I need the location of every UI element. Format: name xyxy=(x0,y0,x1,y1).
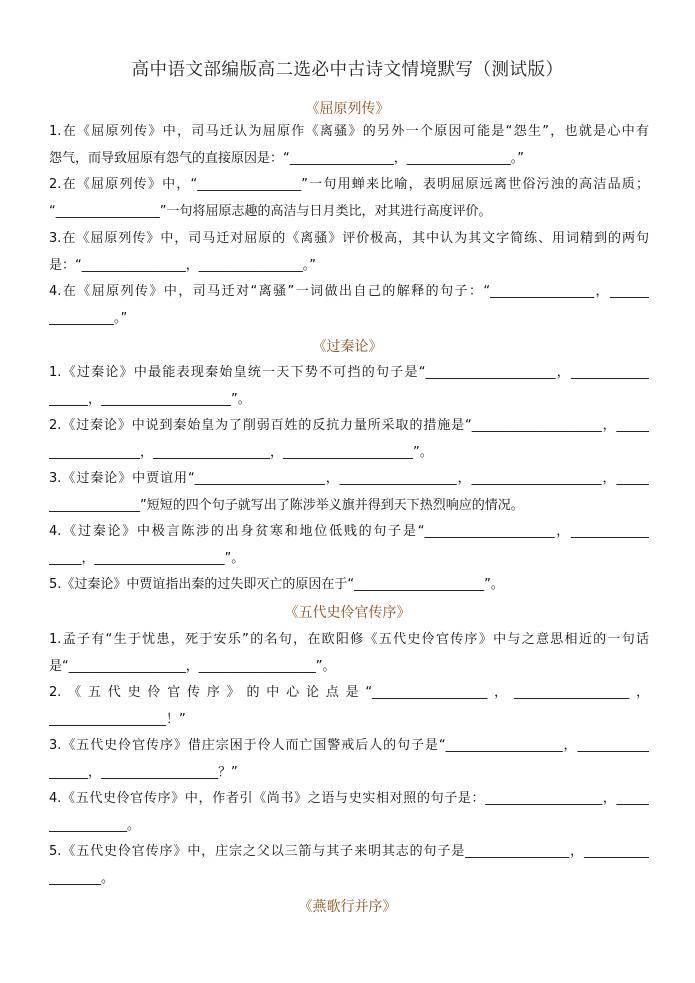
question-lingguan-2 xyxy=(49,680,649,733)
question-line: 4.《五代史伶官传序》中，作者引《尚书》之语与史实相对照的句子是：__________________，_____ xyxy=(49,791,649,806)
section-heading-lingguan: 《五代史伶官传序》 xyxy=(284,605,411,621)
section-heading-yangexing: 《燕歌行并序》 xyxy=(298,899,397,915)
section-heading-quyuan: 《屈原列传》 xyxy=(305,101,390,117)
question-line: 2.《五代史伶官传序》的中心论点是“__________________，__________________， xyxy=(49,685,649,700)
question-guoqinlun-1 xyxy=(49,360,649,413)
question-line: 是“__________________，__________________”。 xyxy=(49,658,336,674)
question-line: “________________”一句将屈原志趣的高洁与日月类比，对其进行高度评价。 xyxy=(49,203,492,219)
question-line: 3.《五代史伶官传序》借庄宗困于伶人而亡国警戒后人的句子是“__________________，___________ xyxy=(49,738,649,753)
section-heading-guoqinlun: 《过秦论》 xyxy=(312,339,383,355)
question-guoqinlun-2 xyxy=(49,413,649,466)
question-line: 3.《过秦论》中贾谊用“____________________，__________________，____________________，_____ xyxy=(49,471,649,486)
question-line: _____，____________________”。 xyxy=(49,550,245,566)
question-line: 怨气，而导致屈原有怨气的直接原因是：“________________，________________。” xyxy=(49,150,524,166)
page-title: 高中语文部编版高二选必中古诗文情境默写（测试版） xyxy=(131,60,564,80)
question-line: 2.《过秦论》中说到秦始皇为了削弱百姓的反抗力量所采取的措施是“____________________，_____ xyxy=(49,418,649,433)
question-quyuan-2 xyxy=(49,172,649,225)
question-line: 3.在《屈原列传》中，司马迁对屈原的《离骚》评价极高，其中认为其文字简练、用词精到的两句 xyxy=(49,231,649,246)
question-quyuan-1 xyxy=(49,119,649,172)
question-line: ______，____________________”。 xyxy=(49,391,251,407)
question-line: 4.在《屈原列传》中，司马迁对“离骚”一词做出自己的解释的句子：“________________，______ xyxy=(49,284,649,299)
question-quyuan-4 xyxy=(49,279,649,332)
question-lingguan-4 xyxy=(49,786,649,839)
question-line: __________________！” xyxy=(49,711,186,727)
question-lingguan-3 xyxy=(49,733,649,786)
question-line: ________。 xyxy=(49,870,115,886)
question-quyuan-3 xyxy=(49,226,649,279)
question-line: ______，__________________？” xyxy=(49,764,238,780)
question-line: 4.《过秦论》中极言陈涉的出身贫寒和地位低贱的句子是“____________________，____________ xyxy=(49,524,649,539)
question-guoqinlun-5 xyxy=(49,572,649,599)
question-line: ____________。 xyxy=(49,817,141,833)
question-lingguan-5 xyxy=(49,839,649,892)
question-line: 5.《过秦论》中贾谊指出秦的过失即灭亡的原因在于“____________________”。 xyxy=(49,577,504,592)
question-line: __________。” xyxy=(49,310,128,326)
question-line: 1.在《屈原列传》中，司马迁认为屈原作《离骚》的另外一个原因可能是“怨生”，也就是心中有 xyxy=(49,124,649,139)
question-line: ______________”短短的四个句子就写出了陈涉举义旗并得到天下热烈响应的情况。 xyxy=(49,497,524,513)
question-guoqinlun-3 xyxy=(49,466,649,519)
question-lingguan-1 xyxy=(49,627,649,680)
question-line: 2.在《屈原列传》中，“________________”一句用蝉来比喻，表明屈原远离世俗污浊的高洁品质； xyxy=(49,177,649,192)
question-line: 5.《五代史伶官传序》中，庄宗之父以三箭与其子来明其志的句子是________________，__________ xyxy=(49,844,649,859)
question-line: 1.《过秦论》中最能表现秦始皇统一天下势不可挡的句子是“____________________，____________ xyxy=(49,365,649,380)
question-line: ______________，__________________，____________________”。 xyxy=(49,444,433,460)
question-line: 1.孟子有“生于忧患，死于安乐”的名句，在欧阳修《五代史伶官传序》中与之意思相近的一句话 xyxy=(49,632,649,647)
question-guoqinlun-4 xyxy=(49,519,649,572)
question-line: 是：“________________，________________。” xyxy=(49,257,316,273)
